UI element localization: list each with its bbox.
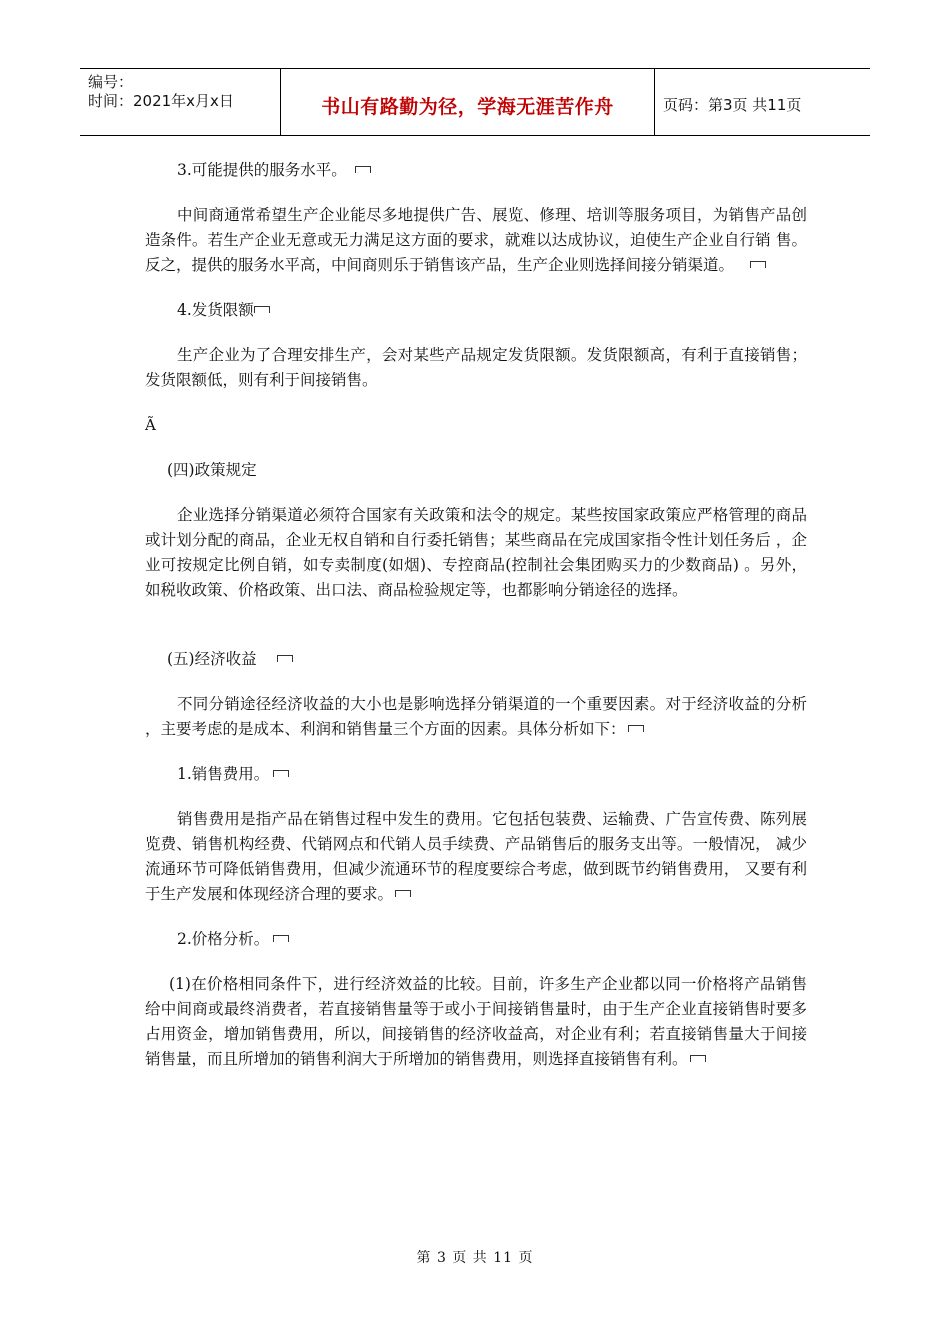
heading-sales-cost: 1.销售费用。 xyxy=(145,762,807,787)
paragraph-sales-cost: 销售费用是指产品在销售过程中发生的费用。它包括包装费、运输费、广告宣传费、陈列展览费、销售机构经费、代销网点和代销人员手续费、产品销售后的服务支出等。一般情况， 减少流通环节可降低销售费用，但减少流通环节的程度要综合考虑，做到既节约销售费用， 又要有利于生产发展和体现经济合理的要求。 xyxy=(145,810,807,903)
paragraph-service: 中间商通常希望生产企业能尽多地提供广告、展览、修理、培训等服务项目，为销售产品创造条件。若生产企业无意或无力满足这方面的要求，就难以达成协议，迫使生产企业自行销 售。反之，提供的服务水平高，中间商则乐于销售该产品，生产企业则选择间接分销渠道。 xyxy=(145,206,807,274)
paragraph-policy: 企业选择分销渠道必须符合国家有关政策和法令的规定。某些按国家政策应严格管理的商品或计划分配的商品，企业无权自销和自行委托销售；某些商品在完成国家指令性计划任务后 ，企业可按规定比例自销，如专卖制度(如烟)、专控商品(控制社会集团购买力的少数商品) 。另外，如税收政策、价格政策、出口法、商品检验规定等，也都影响分销途径的选择。 xyxy=(145,506,807,599)
paragraph-mark-icon xyxy=(628,725,644,732)
paragraph-delivery: 生产企业为了合理安排生产，会对某些产品规定发货限额。发货限额高，有利于直接销售； 发货限额低，则有利于间接销售。 xyxy=(145,346,807,389)
paragraph-mark-icon xyxy=(690,1055,706,1062)
paragraph-economic: 不同分销途径经济收益的大小也是影响选择分销渠道的一个重要因素。对于经济收益的分析 ，主要考虑的是成本、利润和销售量三个方面的因素。具体分析如下： xyxy=(145,695,807,738)
header-motto-cell xyxy=(281,69,655,135)
header-meta xyxy=(80,69,281,135)
heading-economic: (五)经济收益 xyxy=(145,647,807,672)
heading-delivery-limit: 4.发货限额 xyxy=(145,298,807,323)
header-page-cell xyxy=(655,69,870,135)
paragraph-mark-icon xyxy=(395,890,411,897)
paragraph-mark-icon xyxy=(254,306,270,313)
page-label: 页码：第3页 共11页 xyxy=(663,95,802,114)
document-body xyxy=(145,150,807,1072)
heading-policy: (四)政策规定 xyxy=(167,461,257,479)
paragraph-mark-icon xyxy=(355,166,371,173)
motto: 书山有路勤为径，学海无涯苦作舟 xyxy=(321,95,614,118)
time-label: 时间：2021年x月x日 xyxy=(88,92,234,110)
paragraph-price: (1)在价格相同条件下，进行经济效益的比较。目前，许多生产企业都以同一价格将产品销售给中间商或最终消费者，若直接销售量等于或小于间接销售量时，由于生产企业直接销售时要多占用资金，增加销售费用，所以，间接销售的经济收益高，对企业有利；若直接销售量大于间接销售量，而且所增加的销售利润大于所增加的销售费用，则选择直接销售有利。 xyxy=(145,975,807,1068)
paragraph-mark-icon xyxy=(273,935,289,942)
number-label: 编号： xyxy=(88,73,134,91)
page-header xyxy=(80,68,870,136)
heading-price-analysis: 2.价格分析。 xyxy=(145,927,807,952)
page-footer: 第 3 页 共 11 页 xyxy=(416,1250,534,1266)
paragraph-mark-icon xyxy=(273,770,289,777)
heading-service-level: 3.可能提供的服务水平。 xyxy=(145,158,807,183)
paragraph-mark-icon xyxy=(750,261,766,268)
paragraph-mark-icon xyxy=(277,655,293,662)
stray-character: Ã xyxy=(145,416,156,434)
